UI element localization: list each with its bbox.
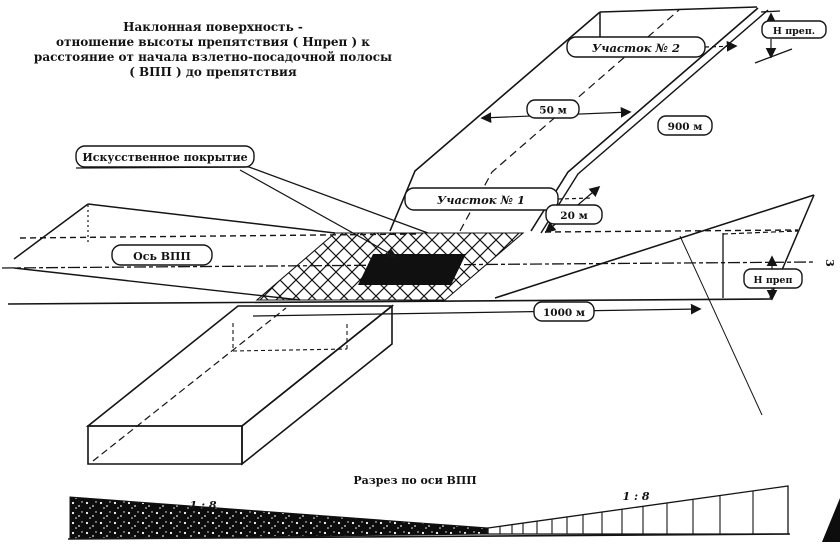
runway-axis-label: Ось ВПП [133, 250, 191, 263]
cross-section-caption: Разрез по оси ВПП [353, 474, 477, 487]
dim-900m-label: 900 м [667, 121, 703, 133]
dimension-900m [658, 116, 712, 135]
dim-20m-label: 20 м [560, 210, 588, 222]
label-runway-axis [112, 245, 212, 265]
title-line-1: Наклонная поверхность - [123, 20, 303, 34]
dimension-50m [482, 100, 630, 118]
left-slope-profile [70, 497, 488, 539]
hatched-strip-zone [257, 233, 523, 300]
lower-slope-slab [88, 306, 392, 464]
h-obstacle-top-label: Н преп. [772, 26, 816, 37]
cross-section-view [68, 474, 840, 542]
title-line-3: расстояние от начала взлетно-посадочной полосы [33, 50, 393, 64]
title-line-2: отношение высоты препятствия ( Нпреп ) к [56, 35, 370, 49]
dim-50m-label: 50 м [539, 104, 567, 117]
dim-1000m-label: 1000 м [543, 307, 585, 319]
figure-title [34, 20, 392, 79]
artificial-pavement-label: Искусственное покрытие [82, 151, 248, 164]
paved-runway-area [358, 254, 466, 285]
dimension-h-obstacle-top [755, 11, 826, 63]
dimension-1000m [253, 302, 700, 321]
label-section-2 [567, 37, 736, 57]
h-obstacle-right-label: Н преп [753, 275, 793, 286]
page-number: 3 [823, 259, 836, 267]
corner-triangle-mark [822, 498, 840, 542]
section-2-label: Участок № 2 [591, 41, 681, 55]
section-1-label: Участок № 1 [436, 193, 526, 207]
slope-ratio-right-label: 1 : 8 [622, 490, 650, 503]
title-line-4: ( ВПП ) до препятствия [129, 65, 297, 79]
slope-ratio-left-label: 1 : 8 [189, 499, 217, 512]
